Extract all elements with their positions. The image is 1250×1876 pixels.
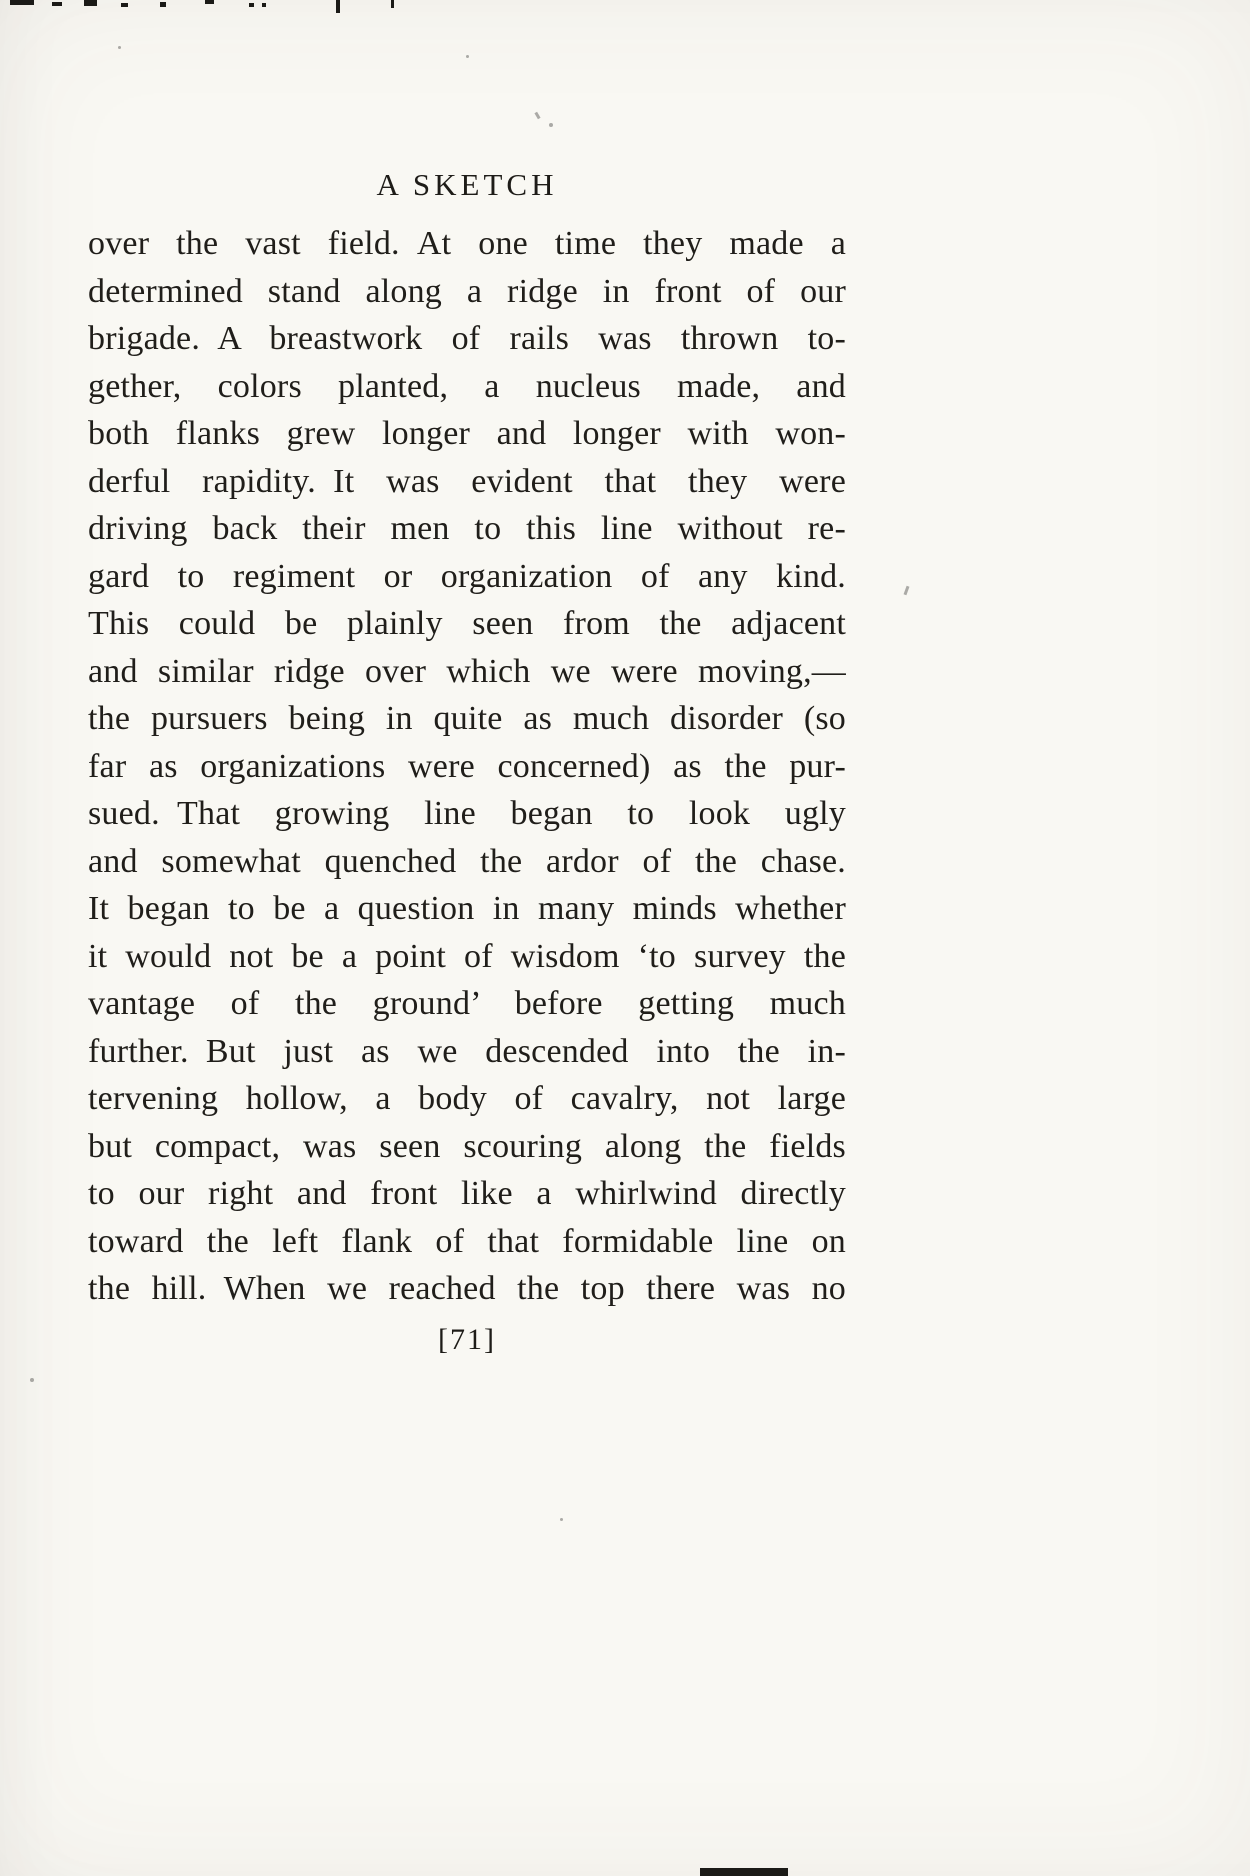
text-line: the pursuers being in quite as much disorder (so: [88, 700, 846, 737]
text-line: both flanks grew longer and longer with won-: [88, 415, 846, 452]
scan-artifact: [205, 0, 214, 4]
scan-artifact: [118, 46, 121, 49]
text-line: and similar ridge over which we were moving,—: [88, 652, 846, 690]
scan-artifact: [84, 0, 97, 6]
scan-artifact: [160, 2, 166, 7]
text-line: gether, colors planted, a nucleus made, and: [88, 367, 846, 405]
text-line: It began to be a question in many minds whether: [88, 890, 846, 927]
text-line: tervening hollow, a body of cavalry, not large: [88, 1080, 846, 1117]
text-block: [88, 165, 846, 1357]
page-title: A SKETCH: [376, 167, 558, 202]
text-line: over the vast field. At one time they made a: [88, 225, 846, 262]
scan-artifact: [534, 112, 540, 120]
scan-artifact: [549, 123, 553, 127]
text-line: the hill. When we reached the top there was no: [88, 1270, 846, 1307]
text-line: sued. That growing line began to look ugly: [88, 795, 846, 832]
text-line: This could be plainly seen from the adjacent: [88, 605, 846, 642]
page-number: [71]: [438, 1322, 496, 1356]
text-line: toward the left flank of that formidable line on: [88, 1222, 846, 1260]
text-line: but compact, was seen scouring along the fields: [88, 1127, 846, 1165]
scan-artifact: [249, 3, 254, 7]
text-line: brigade. A breastwork of rails was thrown to-: [88, 320, 846, 357]
scan-artifact: [466, 55, 469, 58]
body-text: [88, 220, 846, 1313]
scan-artifact: [262, 3, 266, 7]
scan-artifact: [560, 1518, 563, 1521]
text-line: further. But just as we descended into the in-: [88, 1032, 846, 1070]
text-line: gard to regiment or organization of any kind.: [88, 557, 846, 595]
text-line: far as organizations were concerned) as the pur-: [88, 747, 846, 785]
text-line: vantage of the ground’ before getting much: [88, 985, 846, 1022]
text-line: driving back their men to this line without re-: [88, 510, 846, 547]
scan-artifact: [52, 2, 62, 6]
text-line: determined stand along a ridge in front of our: [88, 272, 846, 310]
scan-artifact: [121, 3, 128, 7]
scan-artifact: [30, 1378, 34, 1382]
scan-artifact: [391, 0, 394, 8]
text-line: derful rapidity. It was evident that they were: [88, 462, 846, 500]
text-line: and somewhat quenched the ardor of the chase.: [88, 842, 846, 880]
scan-artifact: [336, 0, 340, 13]
scan-artifact: [904, 586, 910, 595]
scan-artifact: [700, 1868, 788, 1876]
text-line: to our right and front like a whirlwind directly: [88, 1175, 846, 1212]
text-line: it would not be a point of wisdom ‘to survey the: [88, 937, 846, 975]
scan-artifact: [10, 0, 34, 5]
